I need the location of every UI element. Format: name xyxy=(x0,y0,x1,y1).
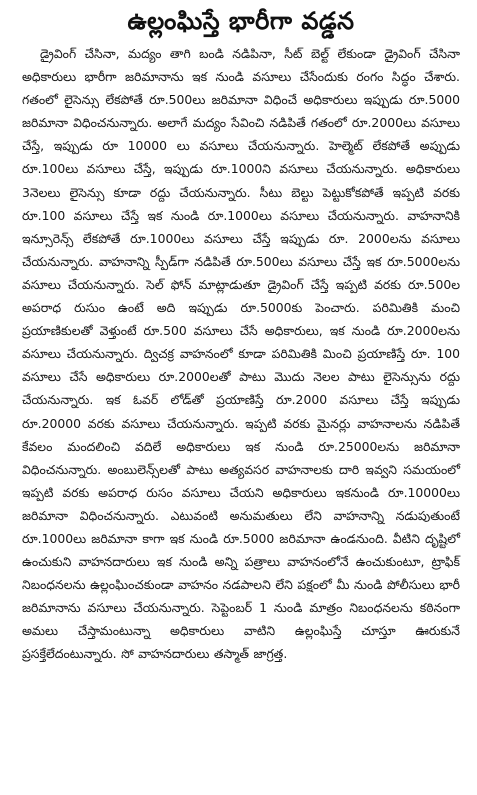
article-headline: ఉల్లంఘిస్తే భారీగా వడ్డన xyxy=(127,7,355,35)
article-body: డ్రైవింగ్ చేసినా, మద్యం తాగి బండి నడిపినా, సీట్ బెల్ట్ లేకుండా డ్రైవింగ్ చేసినా అధికారులు భారీగా జరిమానాను ఇక నుండి వసూలు చేసేందుకు రంగం సిద్ధం చేశారు. గతంలో లైసెన్సు లేకపోతే రూ.500లు జరిమానా విధించే అధికారులు ఇప్పుడు రూ.5000 జరిమానా విధించనున్నారు. అలాగే మద్యం సేవించి నడిపితే గతంలో రూ.2000లు వసూలు చేస్తే, ఇప్పుడు రూ 10000 లు వసూలు చేయనున్నారు. హెల్మెట్ లేకపోతే అప్పుడు రూ.100లు వసూలు చేస్తే, ఇప్పుడు రూ.1000ని వసూలు చేయనున్నారు. అధికారులు 3నెలలు లైసెన్సు కూడా రద్దు చేయనున్నారు. సీటు బెల్టు పెట్టుకోకపోతే ఇప్పటి వరకు రూ.100 వసూలు చేస్తే ఇక నుండి రూ.1000లు వసూలు చేయనున్నారు. వాహనానికి ఇన్సూరెన్స్ లేకపోతే రూ.1000లు వసూలు చేస్తే ఇప్పుడు రూ. 2000లను వసూలు చేయనున్నారు. వాహనాన్ని స్పీడ్‌గా నడిపితే రూ.500లు వసూలు చేస్తే ఇక రూ.5000లను వసూలు చేయనున్నారు. సెల్ ఫోన్ మాట్లాడుతూ డ్రైవింగ్ చేస్తే ఇప్పటి వరకు రూ.500ల అపరాధ రుసుం ఉంటే అది ఇప్పుడు రూ.5000కు పెంచారు. పరిమితికి మంచి ప్రయాణికులతో వెళ్తుంటే రూ.500 వసూలు చేసే అధికారులు, ఇక నుండి రూ.2000లను వసూలు చేయనున్నారు. ద్విచక్ర వాహనంలో కూడా పరిమితికి మించి ప్రయాణిస్తే రూ. 100 వసూలు చేసే అధికారులు రూ.2000లతో పాటు మొదు నెలల పాటు లైసెన్సును రద్దు చేయనున్నారు. ఇక ఓవర్ లోడ్‌తో ప్రయాణిస్తే రూ.2000 వసూలు చేస్తే ఇప్పుడు రూ.20000 వరకు వసూలు చేయనున్నారు. ఇప్పటి వరకు మైనర్లు వాహనాలను నడిపితే కేవలం మందలించి వదిలే అధికారులు ఇక నుండి రూ.25000లను జరిమానా విధించనున్నారు. అంబులెన్స్‌లతో పాటు అత్యవసర వాహనాలకు దారి ఇవ్వని సమయంలో ఇప్పటి వరకు అపరాధ రుసం వసూలు చేయని అధికారులు ఇకనుండి రూ.10000లు జరిమానా విధించనున్నారు. ఎటువంటి అనుమతులు లేని వాహనాన్ని నడుపుతుంటే రూ.1000లు జరిమానా కాగా ఇక నుండి రూ.5000 జరిమానా ఉండనుంది. వీటిని దృష్టిలో ఉంచుకుని వాహనదారులు ఇక నుండి అన్ని పత్రాలు వాహనంలోనే ఉంచుకుంటూ, ట్రాఫిక్ నిబంధనలను ఉల్లంఘించకుండా వాహనం నడపాలని లేని పక్షంలో మీ నుండి పోలీసులు భారీ జరిమానాను వసూలు చేయనున్నారు. సెప్టెంబర్ 1 నుండి మాత్రం నిబంధనలను కఠినంగా అమలు చేస్తామంటున్నా అధికారులు వాటిని ఉల్లంఘిస్తే చూస్తూ ఊరుకునే ప్రసక్తేలేదంటున్నారు. సో వాహనదారులు తస్మాత్ జాగ్రత్త. xyxy=(22,46,460,662)
